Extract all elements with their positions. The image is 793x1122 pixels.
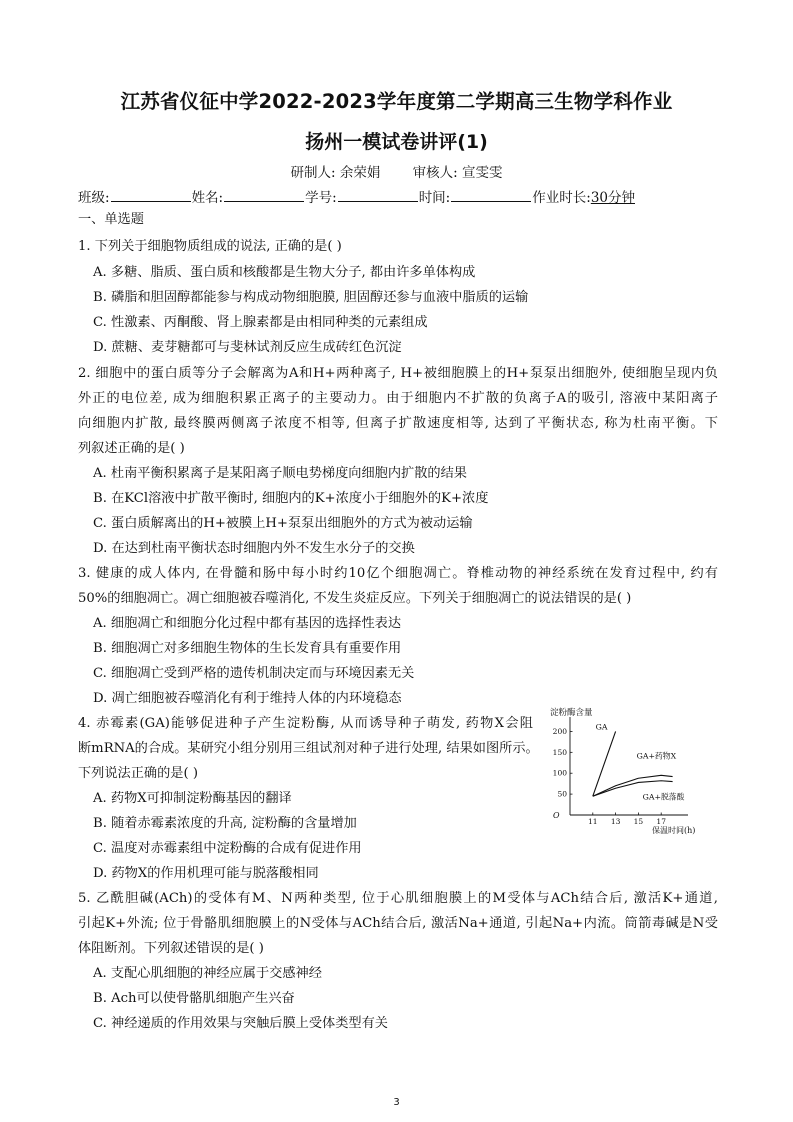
q2-option-b: B. 在KCl溶液中扩散平衡时, 细胞内的K+浓度小于细胞外的K+浓度 [93, 491, 489, 506]
number-label: 学号: [305, 190, 337, 206]
chart-x-tick-label-2: 15 [633, 817, 644, 826]
student-info-line [78, 186, 718, 206]
duration-label: 作业时长: [532, 190, 591, 206]
name-label: 姓名: [191, 190, 224, 206]
q2-stem-line-4: 列叙述正确的是( ) [78, 441, 185, 456]
reviewer: 审核人: 宣雯雯 [412, 165, 503, 181]
q5-option-b: B. Ach可以使骨骼肌细胞产生兴奋 [93, 991, 295, 1006]
chart-y-tick-label-0: 50 [557, 789, 567, 799]
chart-series-label-2: GA+脱落酸 [642, 792, 685, 802]
q2-stem-line-1: 2. 细胞中的蛋白质等分子会解离为A和H+两种离子, H+被细胞膜上的H+泵泵出细胞外, 使细胞呈现内负 [78, 366, 718, 381]
chart-svg [548, 705, 696, 835]
q1-option-b: B. 磷脂和胆固醇都能参与构成动物细胞膜, 胆固醇还参与血液中脂质的运输 [93, 290, 529, 305]
chart-y-tick-label-3: 200 [552, 726, 567, 736]
q5-stem-line-1: 5. 乙酰胆碱(ACh)的受体有M、N两种类型, 位于心肌细胞膜上的M受体与ACh结合后, 激活K+通道, [78, 891, 718, 906]
duration-value: 30分钟 [590, 190, 635, 206]
number-blank[interactable] [338, 187, 418, 202]
chart-origin: O [553, 811, 560, 820]
chart-series-line-0 [593, 731, 616, 796]
q5-stem-line-3: 体阻断剂。下列叙述错误的是( ) [78, 941, 264, 956]
q4-option-a: A. 药物X可抑制淀粉酶基因的翻译 [93, 791, 292, 806]
q4-option-d: D. 药物X的作用机理可能与脱落酸相同 [93, 866, 319, 881]
time-label: 时间: [418, 190, 451, 206]
q3-stem-line-2: 50%的细胞凋亡。凋亡细胞被吞噬消化, 不发生炎症反应。下列关于细胞凋亡的说法错误的是( ) [78, 591, 632, 606]
page-number: 3 [393, 1097, 400, 1108]
section-heading: 一、单选题 [78, 212, 144, 227]
q2-option-c: C. 蛋白质解离出的H+被膜上H+泵泵出细胞外的方式为被动运输 [93, 516, 473, 531]
q1-option-a: A. 多糖、脂质、蛋白质和核酸都是生物大分子, 都由许多单体构成 [93, 265, 476, 280]
chart-x-tick-label-3: 17 [656, 817, 666, 826]
chart-series-label-0: GA [595, 722, 608, 732]
q2-option-a: A. 杜南平衡积累离子是某阳离子顺电势梯度向细胞内扩散的结果 [93, 466, 467, 481]
chart-x-tick-label-0: 11 [588, 817, 598, 826]
chart-ylabel: 淀粉酶含量 [550, 708, 593, 718]
author: 研制人: 余荣娟 [290, 165, 381, 181]
q3-stem-line-1: 3. 健康的成人体内, 在骨髓和肠中每小时约10亿个细胞凋亡。脊椎动物的神经系统在发育过程中, 约有 [78, 566, 718, 581]
chart-y-tick-label-2: 150 [552, 747, 567, 757]
name-blank[interactable] [224, 187, 304, 202]
q3-option-c: C. 细胞凋亡受到严格的遗传机制决定而与环境因素无关 [93, 666, 415, 681]
class-blank[interactable] [111, 187, 191, 202]
q5-option-a: A. 支配心肌细胞的神经应属于交感神经 [93, 966, 322, 981]
q4-stem-line-3: 下列说法正确的是( ) [78, 766, 198, 781]
chart-y-tick-label-1: 100 [552, 768, 567, 778]
q3-option-a: A. 细胞凋亡和细胞分化过程中都有基因的选择性表达 [93, 616, 402, 631]
class-label: 班级: [78, 190, 110, 206]
authors-line [0, 161, 793, 181]
q4-stem-line-1: 4. 赤霉素(GA)能够促进种子产生淀粉酶, 从而诱导种子萌发, 药物X会阻 [78, 716, 533, 731]
q4-option-b: B. 随着赤霉素浓度的升高, 淀粉酶的含量增加 [93, 816, 357, 831]
q1-stem: 1. 下列关于细胞物质组成的说法, 正确的是( ) [78, 239, 342, 254]
q1-option-c: C. 性激素、丙酮酸、肾上腺素都是由相同种类的元素组成 [93, 315, 428, 330]
q2-stem-line-2: 外正的电位差, 成为细胞积累正离子的主要动力。由于细胞内不扩散的负离子A的吸引, 溶液中某阳离子 [78, 391, 718, 406]
starch-enzyme-chart [548, 705, 696, 835]
q5-option-c: C. 神经递质的作用效果与突触后膜上受体类型有关 [93, 1016, 388, 1031]
chart-series-label-1: GA+药物X [636, 751, 677, 761]
q3-option-d: D. 凋亡细胞被吞噬消化有利于维持人体的内环境稳态 [93, 691, 402, 706]
q4-stem-line-2: 断mRNA的合成。某研究小组分别用三组试剂对种子进行处理, 结果如图所示。 [78, 741, 539, 756]
document-subtitle: 扬州一模试卷讲评(1) [305, 131, 488, 153]
q4-option-c: C. 温度对赤霉素组中淀粉酶的合成有促进作用 [93, 841, 362, 856]
chart-x-tick-label-1: 13 [610, 817, 621, 826]
document-title: 江苏省仪征中学2022-2023学年度第二学期高三生物学科作业 [120, 90, 673, 113]
q2-option-d: D. 在达到杜南平衡状态时细胞内外不发生水分子的交换 [93, 541, 415, 556]
q5-stem-line-2: 引起K+外流; 位于骨骼肌细胞膜上的N受体与ACh结合后, 激活Na+通道, 引起Na+内流。筒箭毒碱是N受 [78, 916, 718, 931]
q2-stem-line-3: 向细胞内扩散, 最终膜两侧离子浓度不相等, 但离子扩散速度相等, 达到了平衡状态, 称为杜南平衡。下 [78, 416, 718, 431]
q1-option-d: D. 蔗糖、麦芽糖都可与斐林试剂反应生成砖红色沉淀 [93, 340, 402, 355]
time-blank[interactable] [451, 187, 531, 202]
q3-option-b: B. 细胞凋亡对多细胞生物体的生长发育具有重要作用 [93, 641, 402, 656]
chart-xlabel: 保温时间(h) [652, 826, 696, 835]
